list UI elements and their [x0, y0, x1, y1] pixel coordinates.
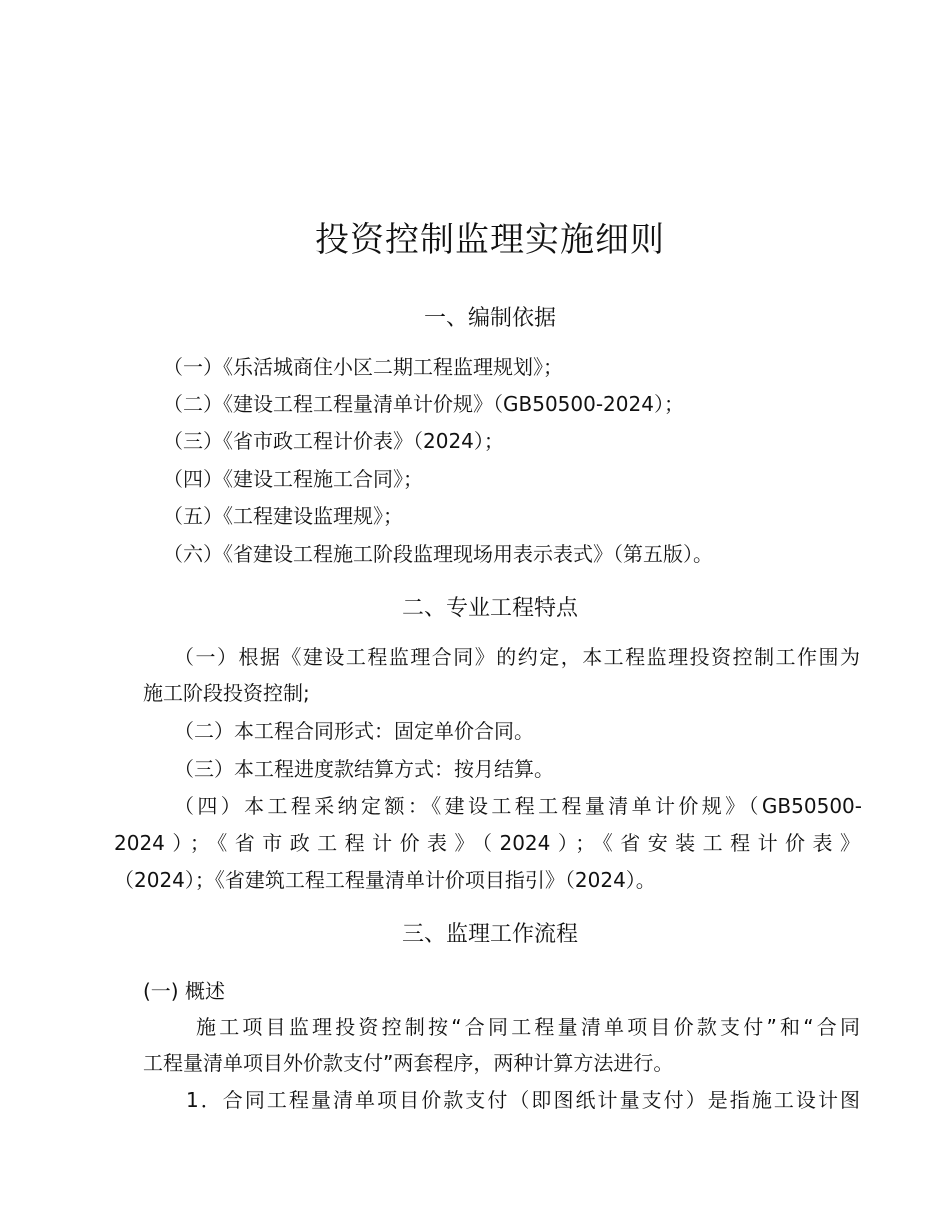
- basis-item-4: （四）《建设工程施工合同》；: [163, 467, 423, 491]
- workflow-para-2-line-1: 1．合同工程量清单项目价款支付（即图纸计量支付）是指施工设计图: [186, 1088, 860, 1112]
- features-para-1-line-2: 施工阶段投资控制;: [143, 681, 310, 705]
- workflow-para-1-line-1: 施工项目监理投资控制按“合同工程量清单项目价款支付”和“合同: [196, 1015, 860, 1039]
- basis-item-1: （一）《乐活城商住小区二期工程监理规划》；: [163, 355, 563, 379]
- basis-item-3: （三）《省市政工程计价表》（2024）；: [163, 429, 504, 453]
- section-heading-basis: 一、编制依据: [423, 306, 556, 331]
- section-heading-features: 二、专业工程特点: [401, 596, 578, 621]
- workflow-subheading-overview: (一) 概述: [143, 979, 225, 1003]
- basis-item-6: （六）《省建设工程施工阶段监理现场用表示表式》（第五版）。: [163, 542, 713, 566]
- section-heading-workflow: 三、监理工作流程: [401, 922, 578, 947]
- basis-item-2: （二）《建设工程工程量清单计价规》（GB50500-2024）；: [163, 392, 684, 416]
- workflow-para-1-line-2: 工程量清单项目外价款支付”两套程序，两种计算方法进行。: [143, 1051, 674, 1075]
- features-para-1-line-1: （一）根据《建设工程监理合同》的约定，本工程监理投资控制工作围为: [174, 645, 860, 669]
- document-title: 投资控制监理实施细则: [315, 220, 665, 260]
- basis-item-5: （五）《工程建设监理规》；: [163, 504, 403, 528]
- features-para-4-line-1: （四）本工程采纳定额：《建设工程工程量清单计价规》（GB50500-: [174, 794, 862, 818]
- features-para-2: （二）本工程合同形式：固定单价合同。: [174, 719, 534, 743]
- features-para-4-line-3: （2024）；《省建筑工程工程量清单计价项目指引》（2024）。: [114, 868, 656, 892]
- features-para-3: （三）本工程进度款结算方式：按月结算。: [174, 757, 554, 781]
- features-para-4-line-2: 2024）；《省市政工程计价表》（2024）；《省安装工程计价表》: [114, 831, 860, 855]
